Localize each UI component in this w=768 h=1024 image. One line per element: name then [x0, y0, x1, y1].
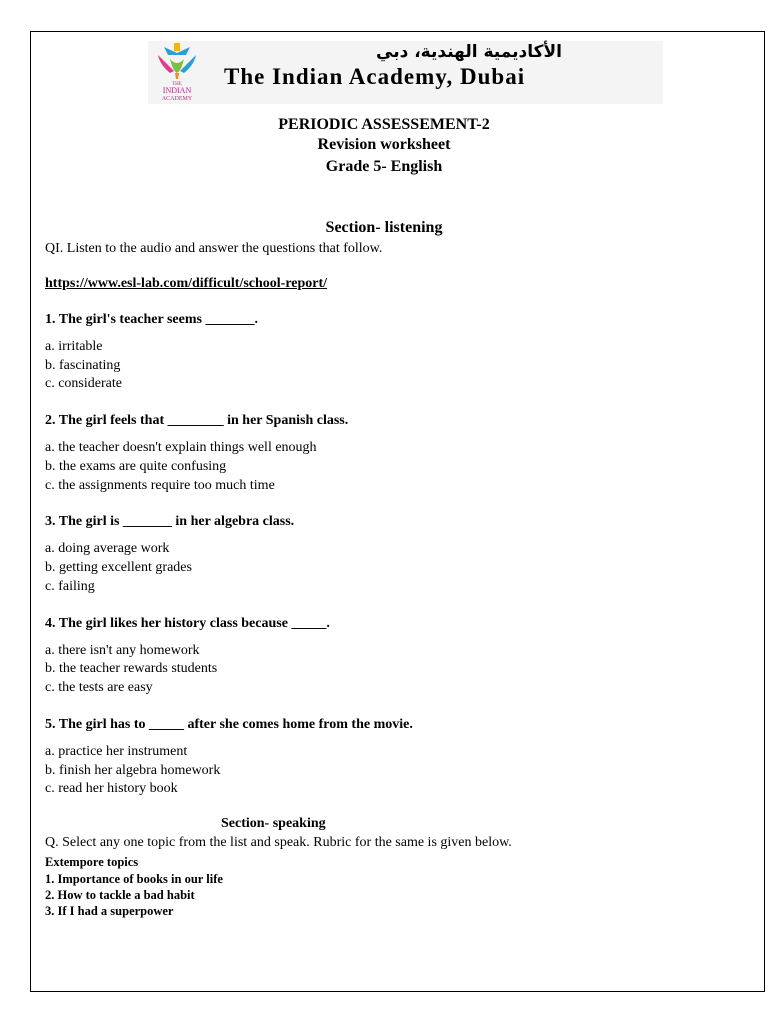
- question-1: 1. The girl's teacher seems _______.: [45, 312, 258, 327]
- section-speaking-heading: Section- speaking: [221, 816, 326, 831]
- topic-2: 2. How to tackle a bad habit: [45, 888, 195, 902]
- school-name-arabic: الأكاديمية الهندية، دبي: [376, 42, 562, 62]
- question-4: 4. The girl likes her history class because _____.: [45, 616, 330, 631]
- question-2-option-c: c. the assignments require too much time: [45, 478, 275, 493]
- question-5-option-c: c. read her history book: [45, 781, 178, 796]
- question-2: 2. The girl feels that ________ in her Spanish class.: [45, 413, 349, 428]
- svg-text:INDIAN: INDIAN: [162, 86, 192, 95]
- question-5-option-a: a. practice her instrument: [45, 744, 188, 759]
- question-4-option-a: a. there isn't any homework: [45, 643, 200, 658]
- question-3-option-b: b. getting excellent grades: [45, 560, 192, 575]
- question-1-option-c: c. considerate: [45, 376, 122, 391]
- grade-subtitle: Grade 5- English: [325, 158, 443, 175]
- question-5: 5. The girl has to _____ after she comes home from the movie.: [45, 717, 413, 732]
- question-1-option-a: a. irritable: [45, 339, 103, 354]
- question-3: 3. The girl is _______ in her algebra class.: [45, 514, 295, 529]
- svg-text:ACADEMY: ACADEMY: [161, 96, 193, 102]
- audio-link[interactable]: https://www.esl-lab.com/difficult/school-report/: [45, 276, 328, 291]
- speaking-instruction: Q. Select any one topic from the list and speak. Rubric for the same is given below.: [45, 835, 512, 850]
- worksheet-subtitle: Revision worksheet: [317, 136, 451, 153]
- question-3-option-c: c. failing: [45, 579, 95, 594]
- question-2-option-b: b. the exams are quite confusing: [45, 459, 227, 474]
- question-4-option-c: c. the tests are easy: [45, 680, 153, 695]
- logo-emblem-icon: [148, 41, 206, 103]
- section-listening-heading: Section- listening: [325, 219, 443, 236]
- question-2-option-a: a. the teacher doesn't explain things well enough: [45, 440, 317, 455]
- school-name: The Indian Academy, Dubai: [224, 64, 526, 89]
- listening-instruction: QI. Listen to the audio and answer the questions that follow.: [45, 241, 383, 256]
- topic-3: 3. If I had a superpower: [45, 904, 174, 918]
- topic-1: 1. Importance of books in our life: [45, 872, 223, 886]
- extempore-topics-heading: Extempore topics: [45, 855, 139, 869]
- question-5-option-b: b. finish her algebra homework: [45, 763, 221, 778]
- question-1-option-b: b. fascinating: [45, 358, 121, 373]
- school-logo: [148, 41, 206, 103]
- question-3-option-a: a. doing average work: [45, 541, 170, 556]
- svg-text:THE: THE: [172, 82, 182, 87]
- question-4-option-b: b. the teacher rewards students: [45, 661, 218, 676]
- assessment-title: PERIODIC ASSESSEMENT-2: [278, 116, 490, 133]
